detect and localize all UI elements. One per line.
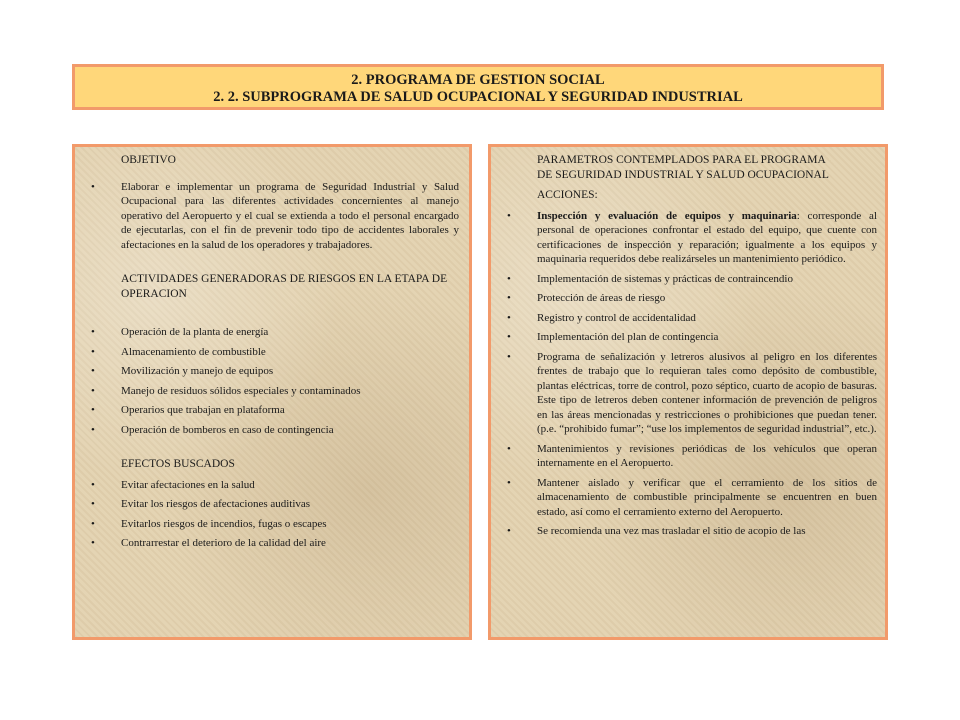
list-item: • Implementación del plan de contingencia bbox=[507, 331, 719, 343]
list-item: • Evitarlos riesgos de incendios, fugas o escapes bbox=[91, 517, 327, 530]
acciones-list bbox=[503, 209, 877, 539]
list-item: • Evitar afectaciones en la salud bbox=[91, 478, 255, 491]
slide-title-box bbox=[72, 64, 884, 110]
list-item: • Mantener aislado y verificar que el cerramiento de los sitios de almacenamiento de combustible principalmente se encuentren en buen estado, así como el cerramiento externo del Aeropuerto. bbox=[507, 476, 877, 518]
list-item: • Contrarrestar el deterioro de la calidad del aire bbox=[91, 537, 326, 549]
list-item: • Almacenamiento de combustible bbox=[91, 345, 266, 358]
list-item: • Mantenimientos y revisiones periódicas de los vehículos que operan internamente en el Aeropuerto. bbox=[507, 442, 877, 469]
right-panel bbox=[488, 144, 888, 640]
subprogram-title: 2. 2. SUBPROGRAMA DE SALUD OCUPACIONAL Y SEGURIDAD INDUSTRIAL bbox=[213, 89, 743, 105]
acciones-heading: ACCIONES: bbox=[537, 189, 598, 201]
inspection-label: Inspección y evaluación de equipos y maquinaria bbox=[537, 209, 797, 222]
list-item: • Programa de señalización y letreros alusivos al peligro en los diferentes frentes de trabajo que lo requieran tales como depósito de combustible, plantas eléctricas, torre de control, pozo séptico, cuarto de acopio de basuras. Este tipo de letreros deben contener información de prevención de peligros en las áreas mencionadas y restricciones o prohibiciones que puedan tener. (p.e. “prohibido fumar”; “use los implementos de seguridad industrial”, etc.). bbox=[507, 350, 877, 435]
bullet-icon: • bbox=[91, 537, 95, 549]
bullet-icon: • bbox=[91, 478, 95, 491]
list-item: • Implementación de sistemas y prácticas de contraincendio bbox=[507, 272, 793, 285]
efectos-heading: EFECTOS BUSCADOS bbox=[121, 458, 235, 470]
actividades-list bbox=[87, 325, 459, 437]
bullet-icon: • bbox=[507, 209, 511, 222]
left-panel bbox=[72, 144, 472, 640]
list-item: • Se recomienda una vez mas trasladar el sitio de acopio de las bbox=[507, 525, 806, 537]
list-item: • Protección de áreas de riesgo bbox=[507, 292, 666, 304]
efectos-list bbox=[87, 478, 459, 551]
program-title: 2. PROGRAMA DE GESTION SOCIAL bbox=[351, 72, 605, 88]
list-item: • Manejo de residuos sólidos especiales y contaminados bbox=[91, 384, 361, 397]
actividades-heading: ACTIVIDADES GENERADORAS DE RIESGOS EN LA ETAPA DE OPERACION bbox=[121, 273, 448, 300]
bullet-icon: • bbox=[91, 365, 95, 377]
bullet-icon: • bbox=[91, 345, 95, 358]
parametros-heading: PARAMETROS CONTEMPLADOS PARA EL PROGRAMA DE SEGURIDAD INDUSTRIAL Y SALUD OCUPACIONAL bbox=[537, 154, 829, 181]
list-item: • Movilización y manejo de equipos bbox=[91, 365, 274, 377]
bullet-icon: • bbox=[91, 180, 95, 193]
list-item: • Operación de la planta de energía bbox=[91, 326, 269, 338]
bullet-icon: • bbox=[507, 331, 511, 343]
list-item: • Operarios que trabajan en plataforma bbox=[91, 404, 285, 416]
list-item: • Operación de bomberos en caso de contingencia bbox=[91, 423, 334, 436]
bullet-icon: • bbox=[91, 517, 95, 530]
list-item: • Elaborar e implementar un programa de Seguridad Industrial y Salud Ocupacional para las diferentes actividades concernientes al manejo operativo del Aeropuerto y el cual se extienda a todo el personal encargado de ejecutarlas, con el fin de prevenir todo tipo de accidentes laborales y afectaciones en la salud de los operadores y trabajadores. bbox=[91, 180, 459, 251]
bullet-icon: • bbox=[91, 326, 95, 338]
bullet-icon: • bbox=[507, 272, 511, 285]
bullet-icon: • bbox=[507, 476, 511, 489]
bullet-icon: • bbox=[91, 404, 95, 416]
objetivo-list bbox=[87, 180, 459, 253]
list-item: • Registro y control de accidentalidad bbox=[507, 311, 696, 324]
objetivo-heading: OBJETIVO bbox=[121, 154, 176, 166]
bullet-icon: • bbox=[507, 292, 511, 304]
list-item: • Evitar los riesgos de afectaciones auditivas bbox=[91, 498, 311, 510]
bullet-icon: • bbox=[91, 423, 95, 436]
bullet-icon: • bbox=[507, 525, 511, 537]
list-item: • Inspección y evaluación de equipos y maquinaria: corresponde al personal de operaciones confrontar el estado del equipo, que cuente con certificaciones de inspección y reparación; igualmente a los equipos y maquinaria requeridos debe realizárseles un mantenimiento periódico. bbox=[507, 209, 877, 265]
bullet-icon: • bbox=[507, 350, 511, 363]
bullet-icon: • bbox=[507, 311, 511, 324]
bullet-icon: • bbox=[507, 442, 511, 455]
bullet-icon: • bbox=[91, 498, 95, 510]
bullet-icon: • bbox=[91, 384, 95, 397]
